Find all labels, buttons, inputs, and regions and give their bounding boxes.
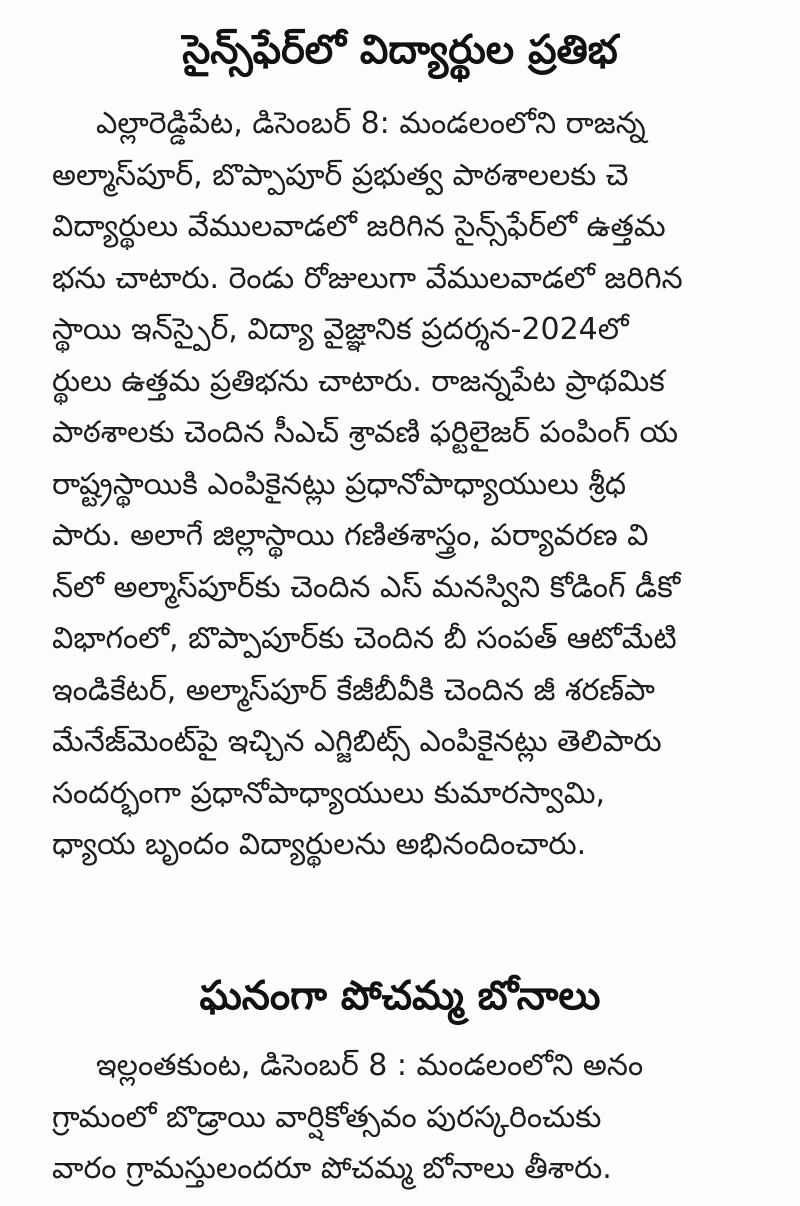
article-text-line: పారు. అలాగే జిల్లాస్థాయి గణితశాస్త్రం, పర్యావరణ వి bbox=[52, 518, 649, 553]
article-body-science-fair bbox=[52, 98, 800, 871]
article-text-line: స్థాయి ఇన్‌స్పైర్, విద్యా వైజ్ఞానిక ప్రదర్శన-2024లో bbox=[52, 312, 629, 347]
article-text-line: ర్థులు ఉత్తమ ప్రతిభను చాటారు. రాజన్నపేట ప్రాథమిక bbox=[52, 363, 665, 399]
article-text-line: పాఠశాలకు చెందిన సీఎచ్ శ్రావణి ఫర్టిలైజర్ పంపింగ్ య bbox=[52, 415, 679, 450]
article-text-line: అల్మాస్‌పూర్, బొప్పాపూర్ ప్రభుత్వ పాఠశాలలకు చె bbox=[52, 157, 629, 193]
article-text-line: న్‌లో అల్మాస్‌పూర్‌కు చెందిన ఎస్ మనస్విని కోడింగ్ డీకో bbox=[52, 569, 681, 605]
article-text-line: ఇల్లంతకుంట, డిసెంబర్ 8 : మండలంలోని అనం bbox=[96, 1048, 644, 1083]
article-text-line: విద్యార్థులు వేములవాడలో జరిగిన సైన్స్‌ఫేర్‌లో ఉత్తమ bbox=[52, 209, 666, 244]
article-text-line: వారం గ్రామస్తులందరూ పోచమ్మ బోనాలు తీశారు. bbox=[52, 1151, 612, 1186]
article-text-line: ఇండికేటర్, అల్మాస్‌పూర్ కేజీబీవీకి చెందిన జీ శరణ్‌పా bbox=[52, 672, 655, 708]
article-text-line: ధ్యాయ బృందం విద్యార్థులను అభినందించారు. bbox=[52, 827, 587, 862]
article-text-line: సందర్భంగా ప్రధానోపాధ్యాయులు కుమారస్వామి, bbox=[52, 775, 605, 811]
article-body-pochamma-bonalu bbox=[52, 1040, 800, 1195]
article-headline-science-fair: సైన్స్‌ఫేర్‌లో విద్యార్థుల ప్రతిభ bbox=[182, 27, 618, 73]
article-text-line: భను చాటారు. రెండు రోజులుగా వేములవాడలో జరిగిన bbox=[52, 260, 683, 296]
article-headline-pochamma-bonalu: ఘనంగా పోచమ్మ బోనాలు bbox=[199, 973, 601, 1019]
article-text-line: విభాగంలో, బొప్పాపూర్‌కు చెందిన బీ సంపత్ ఆటోమేటి bbox=[52, 621, 677, 656]
article-text-line: రాష్ట్రస్థాయికి ఎంపికైనట్లు ప్రధానోపాధ్యాయులు శ్రీధ bbox=[52, 466, 627, 502]
article-text-line: మేనేజ్‌మెంట్‌పై ఇచ్చిన ఎగ్జిబిట్స్ ఎంపికైనట్లు తెలిపారు bbox=[52, 724, 662, 759]
article-text-line: ఎల్లారెడ్డిపేట, డిసెంబర్ 8: మండలంలోని రాజన్న bbox=[96, 106, 646, 141]
article-text-line: గ్రామంలో బొడ్రాయి వార్షికోత్సవం పురస్కరించుకు bbox=[52, 1099, 602, 1135]
